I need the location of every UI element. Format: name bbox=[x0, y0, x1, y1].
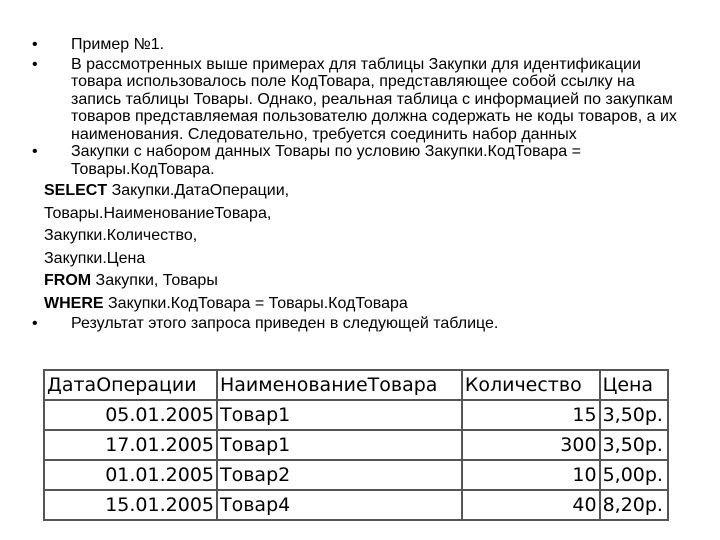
cell-quantity: 10 bbox=[462, 460, 600, 490]
sql-where-line bbox=[44, 293, 686, 316]
bullet-marker: • bbox=[32, 36, 38, 53]
sql-from-line bbox=[44, 270, 686, 293]
column-header-quantity: Количество bbox=[462, 370, 600, 400]
cell-product: Товар1 bbox=[217, 430, 462, 460]
cell-quantity: 15 bbox=[462, 400, 600, 430]
bullet-marker: • bbox=[32, 315, 38, 332]
bullet-result-note bbox=[32, 315, 686, 333]
bullet-text: Результат этого запроса приведен в следующей таблице. bbox=[71, 315, 499, 332]
bullet-example-title bbox=[32, 36, 686, 54]
cell-product: Товар4 bbox=[217, 490, 462, 520]
result-table-wrapper bbox=[43, 369, 669, 521]
sql-select-field: Закупки.ДатаОперации, bbox=[107, 182, 290, 199]
column-header-date: ДатаОперации bbox=[44, 370, 217, 400]
cell-date: 17.01.2005 bbox=[44, 430, 217, 460]
sql-line-2: Товары.НаименованиеТовара, bbox=[44, 204, 272, 222]
cell-price: 5,00р. bbox=[600, 460, 668, 490]
cell-date: 15.01.2005 bbox=[44, 490, 217, 520]
bullet-join-condition bbox=[32, 143, 686, 178]
sql-from-keyword: FROM bbox=[44, 272, 92, 289]
table-row bbox=[44, 490, 668, 520]
bullet-text: В рассмотренных выше примерах для таблицы Закупки для идентификации товара использовалось поле КодТовара, представляющее собой ссылку на запись таблицы Товары. Однако, реальная таблица с информацией по закупкам товаров представляемая пользователю должна содержать не коды товаров, а их наименования. Следовательно, требуется соединить набор данных bbox=[71, 55, 677, 143]
table-row bbox=[44, 460, 668, 490]
cell-product: Товар2 bbox=[217, 460, 462, 490]
table-header-row bbox=[44, 370, 668, 400]
cell-quantity: 40 bbox=[462, 490, 600, 520]
bullet-explanation bbox=[32, 55, 686, 144]
cell-quantity: 300 bbox=[462, 430, 600, 460]
sql-query bbox=[44, 180, 686, 315]
column-header-price: Цена bbox=[600, 370, 668, 400]
sql-line-3: Закупки.Количество, bbox=[44, 227, 198, 244]
sql-line-4: Закупки.Цена bbox=[44, 249, 146, 267]
result-table bbox=[43, 369, 669, 521]
sql-where-condition: Закупки.КодТовара = Товары.КодТовара bbox=[103, 294, 408, 312]
table-row bbox=[44, 430, 668, 460]
bullet-marker: • bbox=[32, 55, 38, 73]
sql-select-line bbox=[44, 180, 686, 203]
bullet-text: Закупки с набором данных Товары по условию Закупки.КодТовара = Товары.КодТовара. bbox=[71, 143, 581, 178]
bullet-text: Пример №1. bbox=[71, 36, 165, 53]
column-header-product: НаименованиеТовара bbox=[217, 370, 462, 400]
bullet-marker: • bbox=[32, 143, 38, 160]
cell-date: 05.01.2005 bbox=[44, 400, 217, 430]
cell-product: Товар1 bbox=[217, 400, 462, 430]
cell-date: 01.01.2005 bbox=[44, 460, 217, 490]
sql-from-tables: Закупки, Товары bbox=[91, 272, 218, 289]
cell-price: 3,50р. bbox=[600, 430, 668, 460]
slide-text bbox=[32, 36, 686, 333]
sql-select-keyword: SELECT bbox=[44, 182, 108, 199]
cell-price: 3,50р. bbox=[600, 400, 668, 430]
cell-price: 8,20р. bbox=[600, 490, 668, 520]
sql-where-keyword: WHERE bbox=[44, 294, 104, 312]
table-row bbox=[44, 400, 668, 430]
